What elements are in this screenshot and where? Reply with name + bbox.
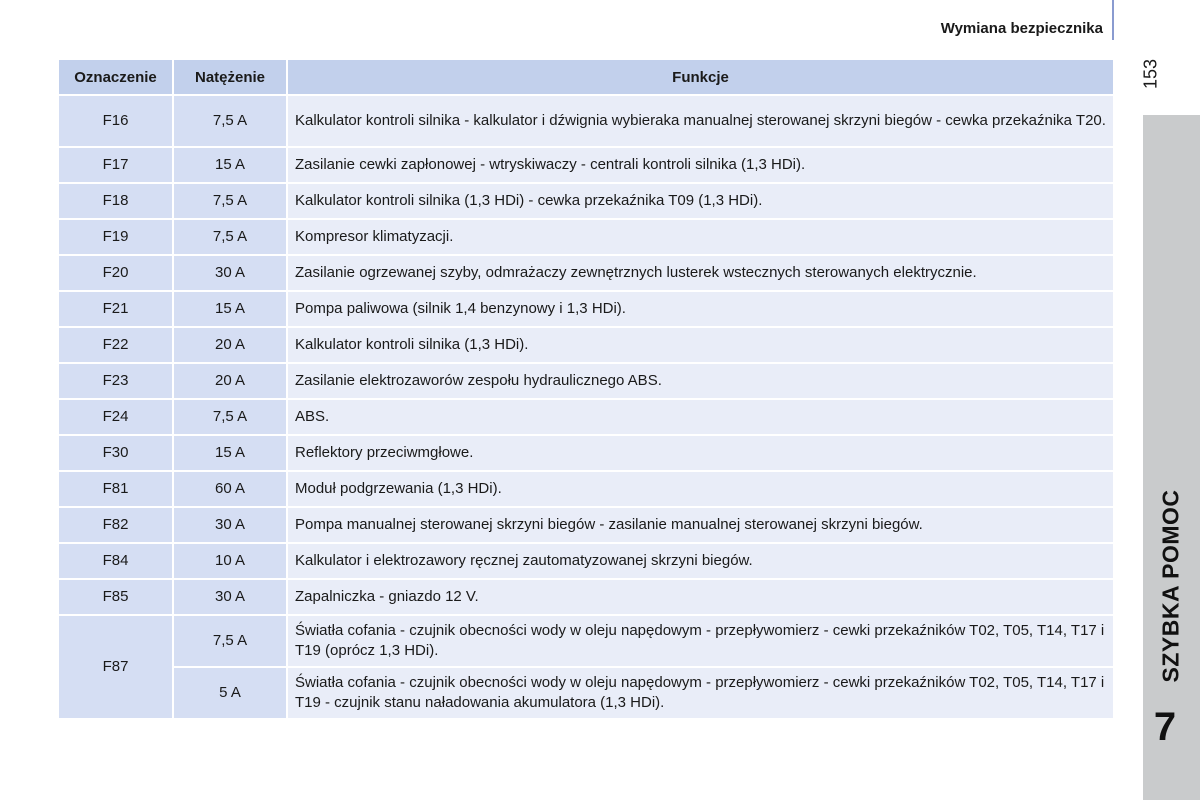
table-row — [59, 580, 1113, 614]
fuse-table-body — [59, 96, 1113, 718]
table-row — [59, 544, 1113, 578]
table-row — [59, 472, 1113, 506]
fuse-table — [57, 58, 1115, 720]
fuse-code: F87 — [59, 616, 172, 718]
fuse-code: F24 — [59, 400, 172, 434]
fuse-function: Kompresor klimatyzacji. — [288, 220, 1113, 254]
table-row — [59, 364, 1113, 398]
fuse-function: Zapalniczka - gniazdo 12 V. — [288, 580, 1113, 614]
fuse-amperage: 7,5 A — [174, 184, 286, 218]
fuse-function: Zasilanie elektrozaworów zespołu hydraulicznego ABS. — [288, 364, 1113, 398]
table-row-f87-b — [59, 668, 1113, 718]
fuse-function: Kalkulator kontroli silnika (1,3 HDi). — [288, 328, 1113, 362]
table-row — [59, 400, 1113, 434]
column-header-amperage: Natężenie — [174, 60, 286, 94]
fuse-code: F81 — [59, 472, 172, 506]
fuse-code: F30 — [59, 436, 172, 470]
fuse-code: F17 — [59, 148, 172, 182]
fuse-code: F18 — [59, 184, 172, 218]
table-row — [59, 436, 1113, 470]
fuse-function: Pompa paliwowa (silnik 1,4 benzynowy i 1,3 HDi). — [288, 292, 1113, 326]
fuse-code: F16 — [59, 96, 172, 146]
column-header-functions: Funkcje — [288, 60, 1113, 94]
fuse-code: F84 — [59, 544, 172, 578]
fuse-function: Kalkulator kontroli silnika (1,3 HDi) - cewka przekaźnika T09 (1,3 HDi). — [288, 184, 1113, 218]
fuse-amperage: 7,5 A — [174, 96, 286, 146]
fuse-code: F85 — [59, 580, 172, 614]
fuse-function: Światła cofania - czujnik obecności wody w oleju napędowym - przepływomierz - cewki przekaźników T02, T05, T14, T17 i T19 - czujnik stanu naładowania akumulatora (1,3 HDi). — [288, 668, 1113, 718]
fuse-code: F19 — [59, 220, 172, 254]
table-row — [59, 508, 1113, 542]
header-divider — [1112, 0, 1114, 40]
fuse-amperage: 30 A — [174, 580, 286, 614]
table-header-row — [59, 60, 1113, 94]
fuse-function: Kalkulator kontroli silnika - kalkulator i dźwignia wybieraka manualnej sterowanej skrzyni biegów - cewka przekaźnika T20. — [288, 96, 1113, 146]
table-row — [59, 292, 1113, 326]
table-row — [59, 256, 1113, 290]
fuse-amperage: 20 A — [174, 364, 286, 398]
chapter-number: 7 — [1153, 705, 1177, 749]
fuse-function: Pompa manualnej sterowanej skrzyni biegów - zasilanie manualnej sterowanej skrzyni biegów. — [288, 508, 1113, 542]
fuse-amperage: 20 A — [174, 328, 286, 362]
fuse-function: Moduł podgrzewania (1,3 HDi). — [288, 472, 1113, 506]
fuse-amperage: 15 A — [174, 148, 286, 182]
table-row — [59, 96, 1113, 146]
fuse-code: F21 — [59, 292, 172, 326]
fuse-amperage: 30 A — [174, 256, 286, 290]
table-row-f87-a — [59, 616, 1113, 666]
fuse-amperage: 15 A — [174, 292, 286, 326]
fuse-amperage: 7,5 A — [174, 616, 286, 666]
page-header-title: Wymiana bezpiecznika — [940, 20, 1103, 37]
fuse-amperage: 15 A — [174, 436, 286, 470]
fuse-code: F23 — [59, 364, 172, 398]
fuse-function: Reflektory przeciwmgłowe. — [288, 436, 1113, 470]
fuse-code: F20 — [59, 256, 172, 290]
fuse-function: Światła cofania - czujnik obecności wody w oleju napędowym - przepływomierz - cewki przekaźników T02, T05, T14, T17 i T19 (oprócz 1,3 HDi). — [288, 616, 1113, 666]
fuse-amperage: 30 A — [174, 508, 286, 542]
column-header-code: Oznaczenie — [59, 60, 172, 94]
fuse-amperage: 10 A — [174, 544, 286, 578]
fuse-amperage: 5 A — [174, 668, 286, 718]
table-row — [59, 184, 1113, 218]
fuse-amperage: 7,5 A — [174, 400, 286, 434]
table-row — [59, 220, 1113, 254]
table-row — [59, 148, 1113, 182]
fuse-function: Kalkulator i elektrozawory ręcznej zautomatyzowanej skrzyni biegów. — [288, 544, 1113, 578]
fuse-amperage: 7,5 A — [174, 220, 286, 254]
fuse-function: ABS. — [288, 400, 1113, 434]
section-label-text: SZYBKA POMOC — [1157, 489, 1184, 683]
chapter-side-tab — [1143, 115, 1200, 800]
fuse-function: Zasilanie cewki zapłonowej - wtryskiwaczy - centrali kontroli silnika (1,3 HDi). — [288, 148, 1113, 182]
page-number-text: 153 — [1140, 58, 1161, 90]
fuse-amperage: 60 A — [174, 472, 286, 506]
table-row — [59, 328, 1113, 362]
fuse-function: Zasilanie ogrzewanej szyby, odmrażaczy zewnętrznych lusterek wstecznych sterowanych elektrycznie. — [288, 256, 1113, 290]
fuse-code: F82 — [59, 508, 172, 542]
fuse-code: F22 — [59, 328, 172, 362]
